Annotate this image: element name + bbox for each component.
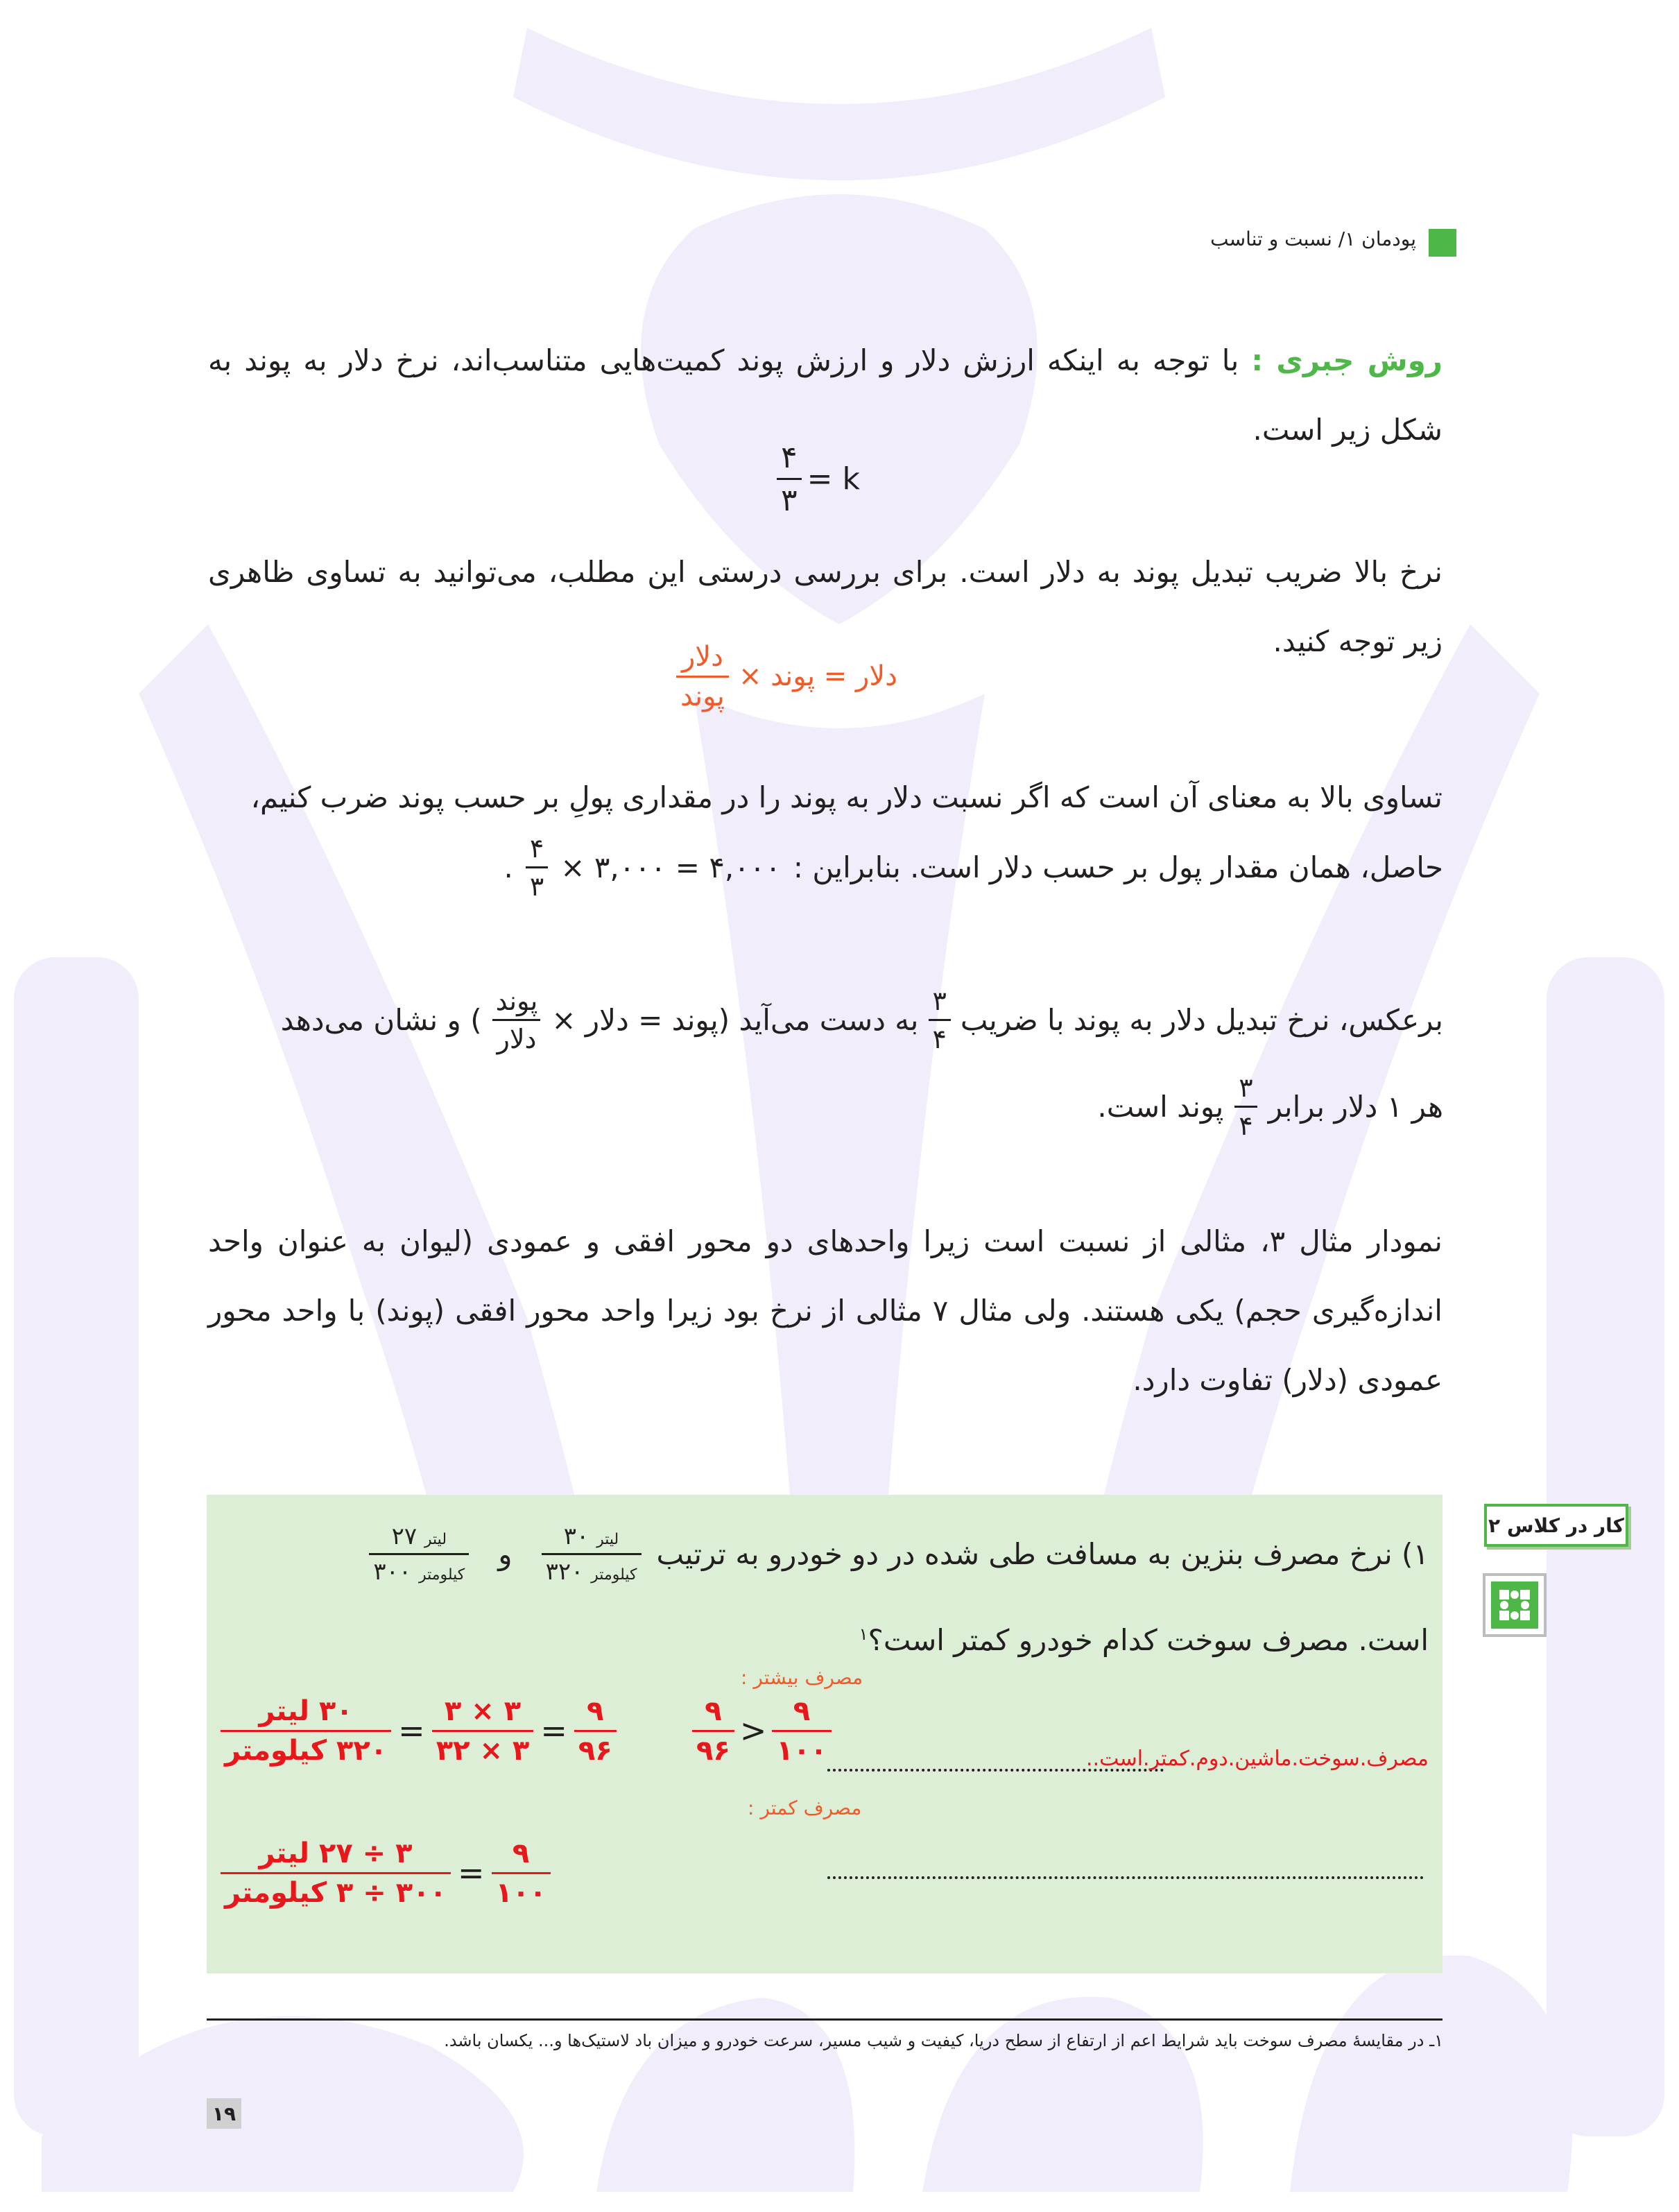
car2-num-value: ۲۷ xyxy=(391,1522,417,1550)
calc2-numerator: ۳ ÷ ۲۷ لیتر xyxy=(259,1837,413,1869)
inverse-line2-numerator: ۳ xyxy=(1239,1072,1253,1103)
car1-den-unit: کیلومتر xyxy=(591,1566,637,1584)
cmp-b-numerator: ۹ xyxy=(793,1695,811,1727)
identity-equation xyxy=(676,624,897,728)
calc2-fraction xyxy=(221,1837,451,1909)
k-fraction xyxy=(777,440,802,518)
calc1-result-numerator: ۹ xyxy=(587,1695,604,1727)
cmp-a-denominator: ۹۶ xyxy=(692,1730,734,1767)
calc1-result xyxy=(574,1695,617,1767)
car1-denominator xyxy=(542,1553,642,1586)
car2-den-unit: کیلومتر xyxy=(418,1566,465,1584)
cmp-sign: > xyxy=(739,1712,767,1749)
car1-numerator xyxy=(560,1523,623,1553)
identity-fraction xyxy=(676,641,729,712)
footnote-marker: ۱ xyxy=(859,1624,868,1644)
page-number-box xyxy=(207,2098,241,2129)
meaning-fraction xyxy=(526,833,548,902)
more-consumption-label: مصرف بیشتر : xyxy=(741,1666,863,1689)
calc-more xyxy=(221,1682,617,1779)
identity-lhs: دلار = پوند × xyxy=(738,660,897,692)
paragraph-ratio-vs-rate: نمودار مثال ۳، مثالی از نسبت است زیرا واحدهای دو محور افقی و عمودی (لیوان به عنوان واحد اندازه‌گیری حجم) یکی هستند. ولی مثال ۷ مثالی از نرخ بود زیرا واحد محور افقی (پوند) با واحد محور عمودی (دلار) تفاوت دارد. xyxy=(208,1224,1443,1397)
cmp-b xyxy=(772,1695,831,1767)
paragraph-inverse-line2 xyxy=(1097,1061,1443,1151)
k-numerator: ۴ xyxy=(781,439,798,475)
inverse-unit-numerator: پوند xyxy=(495,985,538,1016)
inverse-part2: به دست می‌آید (پوند = دلار × xyxy=(551,1002,919,1037)
calc1-mid-denominator: ۳۲ × ۳ xyxy=(432,1730,534,1767)
inverse-numerator: ۳ xyxy=(932,985,947,1016)
meaning-denominator: ۳ xyxy=(526,866,548,902)
car1-num-value: ۳۰ xyxy=(563,1522,589,1550)
classwork-box xyxy=(207,1495,1443,1973)
algebraic-text: با توجه به اینکه ارزش دلار و ارزش پوند کمیت‌هایی متناسب‌اند، نرخ دلار به پوند به شکل زیر است. xyxy=(208,343,1443,447)
classwork-badge-label: کار در کلاس ۲ xyxy=(1488,1514,1624,1537)
calc2-result-numerator: ۹ xyxy=(512,1837,530,1869)
calc1-eq2: = xyxy=(540,1712,567,1749)
car2-den-value: ۳۰۰ xyxy=(373,1557,412,1586)
inverse-fraction xyxy=(929,986,951,1054)
paragraph-meaning-line2 xyxy=(503,825,1443,909)
inverse-line2-part2: پوند است. xyxy=(1097,1089,1224,1124)
meaning-text: حاصل، همان مقدار پول بر حسب دلار است. بنابراین : xyxy=(793,850,1443,884)
identity-denominator: پوند xyxy=(676,676,729,712)
paragraph-meaning-line1: تساوی بالا به معنای آن است که اگر نسبت دلار به پوند را در مقداری پولِ بر حسب پوند ضرب کنیم، xyxy=(250,780,1443,814)
calc2-result xyxy=(492,1837,551,1909)
answer-text: مصرف.سوخت.ماشین.دوم.کمتر.است.. xyxy=(1086,1747,1429,1771)
inverse-unit-denominator: دلار xyxy=(492,1019,540,1054)
car1-den-value: ۳۲۰ xyxy=(545,1557,584,1586)
car2-denominator xyxy=(369,1553,469,1586)
car2-numerator xyxy=(388,1523,451,1553)
cmp-a xyxy=(692,1695,734,1767)
calc1-eq: = xyxy=(398,1712,425,1749)
calc-less xyxy=(221,1821,551,1925)
calc1-denominator: ۳۲۰ کیلومتر xyxy=(221,1730,391,1767)
and-word: و xyxy=(498,1536,513,1571)
meaning-period: . xyxy=(503,850,513,884)
inverse-line2-denominator: ۴ xyxy=(1234,1106,1257,1141)
fuel-fraction-car2 xyxy=(369,1523,469,1586)
meaning-numerator: ۴ xyxy=(529,832,544,864)
inverse-part1: برعکس، نرخ تبدیل دلار به پوند با ضریب xyxy=(960,1002,1443,1037)
header xyxy=(236,229,1456,271)
algebraic-heading: روش جبری : xyxy=(1251,343,1443,377)
paragraph-inverse-line1 xyxy=(281,971,1443,1068)
puzzle-icon xyxy=(1483,1573,1547,1637)
calc1-result-denominator: ۹۶ xyxy=(574,1730,617,1767)
k-label: = k xyxy=(807,461,860,497)
calc2-result-denominator: ۱۰۰ xyxy=(492,1872,551,1909)
header-accent-square xyxy=(1429,229,1456,257)
calc1-mid-numerator: ۳ × ۳ xyxy=(444,1695,522,1727)
k-denominator: ۳ xyxy=(777,478,802,518)
question-text-1: ۱) نرخ مصرف بنزین به مسافت طی شده در دو خودرو به ترتیب xyxy=(656,1536,1429,1571)
header-title: پودمان ۱/ نسبت و تناسب xyxy=(1210,228,1416,250)
cmp-b-denominator: ۱۰۰ xyxy=(772,1730,831,1767)
calc1-numerator: ۳۰ لیتر xyxy=(259,1695,353,1727)
inverse-part3: ) و نشان می‌دهد xyxy=(280,1002,482,1037)
question-text-2: است. مصرف سوخت کدام خودرو کمتر است؟ xyxy=(868,1623,1429,1657)
less-consumption-label: مصرف کمتر : xyxy=(748,1797,862,1819)
cmp-a-numerator: ۹ xyxy=(705,1695,722,1727)
car1-num-unit: لیتر xyxy=(596,1530,619,1548)
comparison xyxy=(692,1682,832,1779)
calc1-mid-fraction xyxy=(432,1695,534,1767)
inverse-denominator: ۴ xyxy=(929,1019,951,1054)
calc2-eq: = xyxy=(457,1854,485,1892)
calc2-denominator: ۳۰۰ ÷ ۳ کیلومتر xyxy=(221,1872,451,1909)
answer-line-2 xyxy=(827,1876,1424,1879)
question-line2 xyxy=(859,1623,1429,1657)
page-number: ۱۹ xyxy=(212,2102,236,2125)
fuel-fraction-car1 xyxy=(542,1523,642,1586)
paragraph-conversion: نرخ بالا ضریب تبدیل پوند به دلار است. برای بررسی درستی این مطلب، می‌توانید به تساوی ظاهری زیر توجه کنید. xyxy=(208,555,1443,658)
classwork-badge xyxy=(1484,1504,1628,1547)
inverse-line2-part1: هر ۱ دلار برابر xyxy=(1268,1089,1443,1124)
calc1-fraction xyxy=(221,1695,391,1767)
inverse-line2-fraction xyxy=(1234,1072,1257,1141)
question-line1 xyxy=(369,1509,1429,1599)
car2-num-unit: لیتر xyxy=(424,1530,447,1548)
k-equation xyxy=(777,437,860,520)
footnote-divider xyxy=(207,2018,1443,2021)
meaning-equation: ۴,۰۰۰ = ۳,۰۰۰ × xyxy=(560,850,781,884)
footnote: ۱ـ در مقایسهٔ مصرف سوخت باید شرایط اعم از ارتفاع از سطح دریا، کیفیت و شیب مسیر، سرعت خودرو و میزان باد لاستیک‌ها و... یکسان باشد. xyxy=(444,2031,1443,2050)
inverse-unit-fraction xyxy=(492,986,542,1054)
identity-numerator: دلار xyxy=(681,640,723,673)
